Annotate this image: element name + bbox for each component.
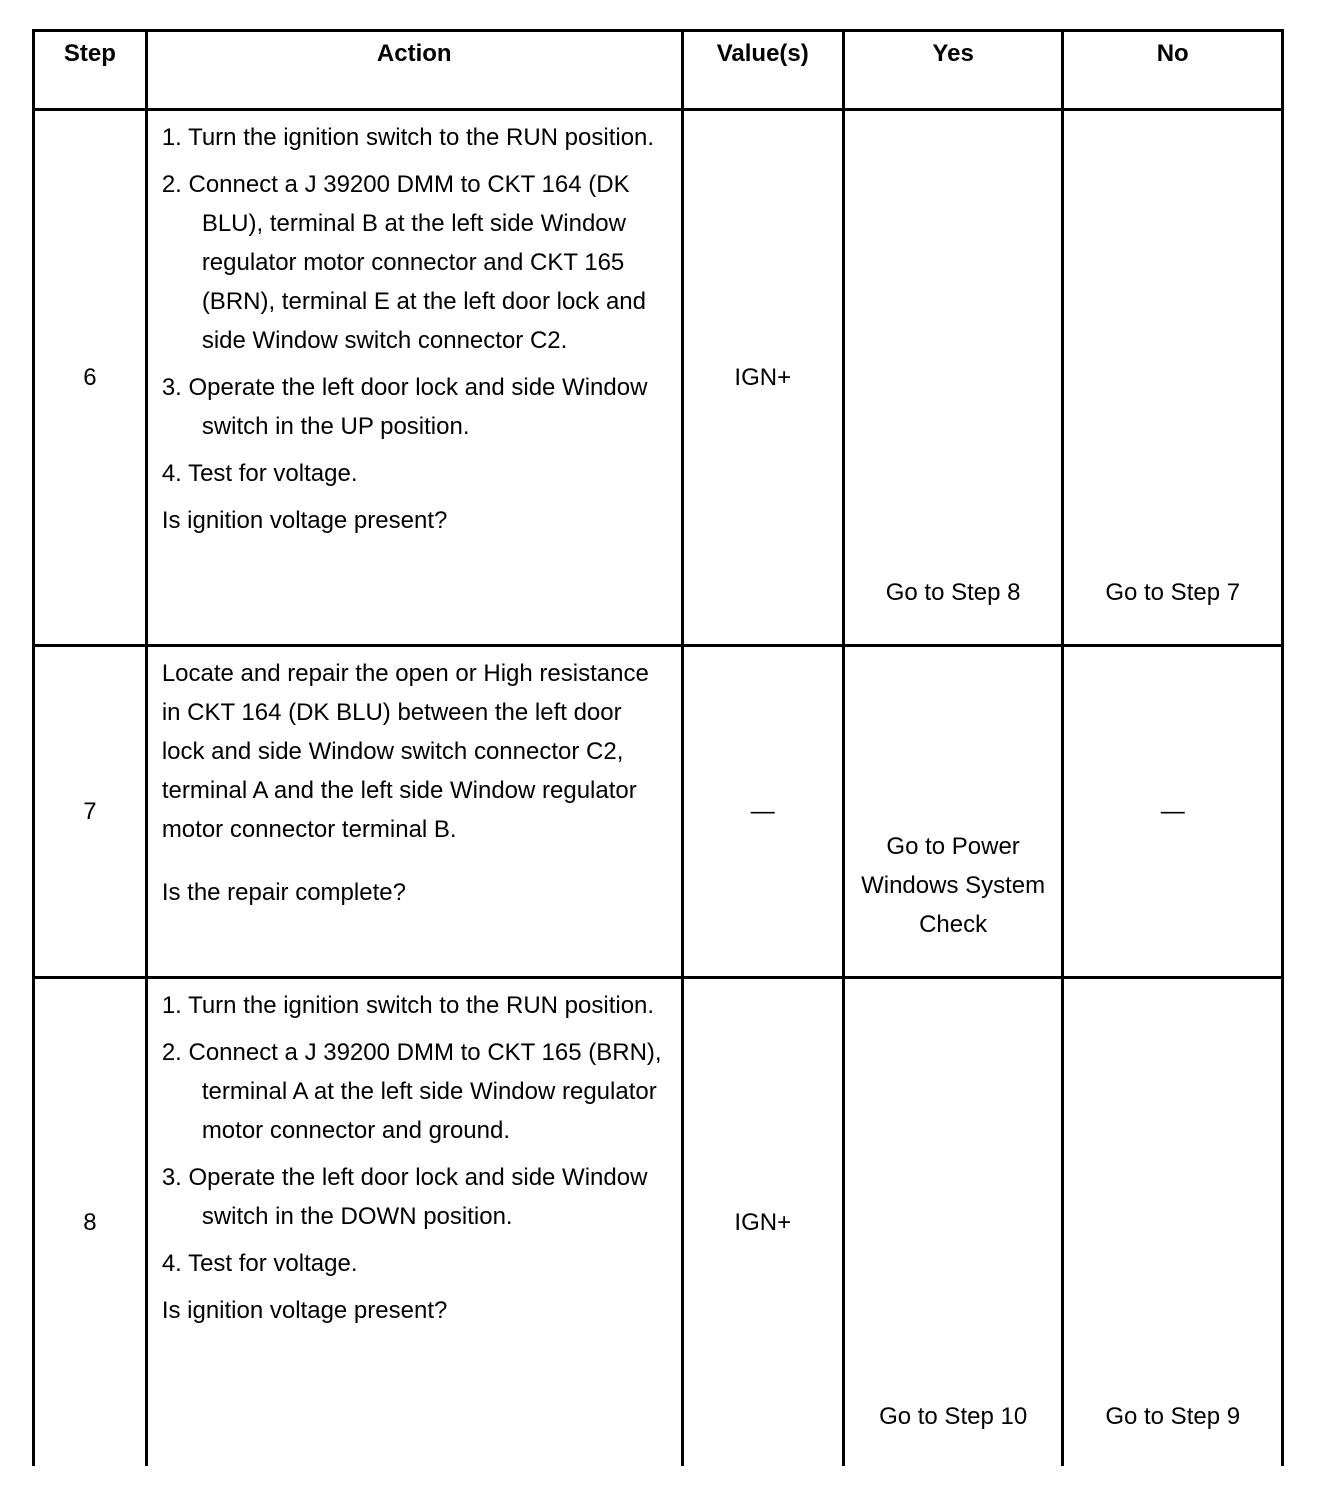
table-row: [34, 110, 1283, 646]
question-text: Is ignition voltage present?: [161, 507, 448, 534]
action-step: 2. Connect a J 39200 DMM to CKT 164 (DK BLU), terminal B at the left side Window regulator motor connector and CKT 165 (BRN), terminal E at the left door lock and side Window switch connector C2.: [161, 171, 646, 354]
header-no: No: [1063, 31, 1283, 110]
no-cell: [1063, 646, 1283, 978]
action-step: 4. Test for voltage.: [161, 460, 358, 487]
table-header-row: [34, 31, 1283, 110]
action-cell: [146, 978, 682, 1467]
action-text: Locate and repair the open or High resistance in CKT 164 (DK BLU) between the left door lock and side Window switch connector C2, terminal A and the left side Window regulator motor connector terminal B.: [161, 660, 649, 843]
action-step: 2. Connect a J 39200 DMM to CKT 165 (BRN), terminal A at the left side Window regulator motor connector and ground.: [161, 1039, 662, 1144]
value-cell: IGN+: [682, 978, 843, 1467]
step-number: 6: [34, 110, 147, 646]
action-steps-list: [162, 986, 671, 1283]
action-step: 3. Operate the left door lock and side Window switch in the DOWN position.: [161, 1164, 648, 1230]
diagnostic-table-page: [32, 29, 1284, 1450]
question-text: Is the repair complete?: [161, 879, 406, 906]
action-cell: [146, 646, 682, 978]
yes-result: Go to Step 8: [885, 579, 1021, 606]
header-action: Action: [146, 31, 682, 110]
action-step: 3. Operate the left door lock and side Window switch in the UP position.: [161, 374, 648, 440]
yes-cell: [843, 110, 1063, 646]
table-row: [34, 646, 1283, 978]
header-step: Step: [34, 31, 147, 110]
value-cell: [682, 646, 843, 978]
action-cell: [146, 110, 682, 646]
no-cell: [1063, 978, 1283, 1467]
action-steps-list: [162, 118, 671, 493]
value-cell: IGN+: [682, 110, 843, 646]
yes-result: Go to Step 10: [879, 1403, 1028, 1430]
value-dash: —: [750, 798, 775, 825]
no-dash: —: [1160, 798, 1185, 825]
action-step: 1. Turn the ignition switch to the RUN position.: [161, 124, 655, 151]
table-row: [34, 978, 1283, 1467]
header-values: Value(s): [682, 31, 843, 110]
question-text: Is ignition voltage present?: [161, 1297, 448, 1324]
no-result: Go to Step 9: [1105, 1403, 1241, 1430]
no-result: Go to Step 7: [1105, 579, 1241, 606]
step-number: 7: [34, 646, 147, 978]
yes-cell: [843, 978, 1063, 1467]
action-step: 1. Turn the ignition switch to the RUN position.: [161, 992, 655, 1019]
header-yes: Yes: [843, 31, 1063, 110]
action-step: 4. Test for voltage.: [161, 1250, 358, 1277]
yes-result: Go to Power Windows System Check: [861, 833, 1046, 938]
diagnostic-table: [32, 29, 1284, 1466]
no-cell: [1063, 110, 1283, 646]
yes-cell: [843, 646, 1063, 978]
step-number: 8: [34, 978, 147, 1467]
